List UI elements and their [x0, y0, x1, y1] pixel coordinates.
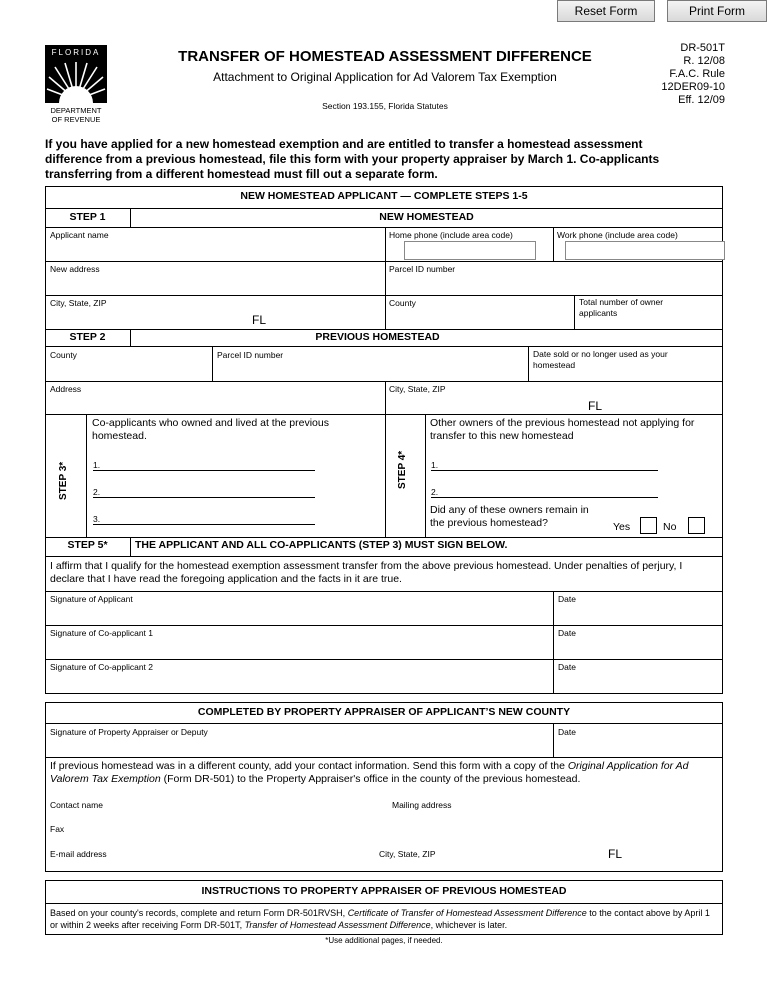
divider: [45, 414, 723, 415]
divider: [45, 903, 723, 904]
owners-remain-question: Did any of these owners remain in the previous homestead?: [430, 504, 589, 529]
coapplicant-line-2[interactable]: 2.: [93, 487, 315, 498]
divider: [45, 381, 723, 382]
divider: [45, 537, 723, 538]
work-phone-label: Work phone (include area code): [557, 230, 678, 240]
date-sold-label: Date sold or no longer used as your homestead: [533, 349, 668, 370]
divider: [528, 346, 529, 381]
sunburst-logo-icon: [45, 45, 107, 125]
divider: [86, 414, 87, 537]
print-form-button[interactable]: Print Form: [667, 0, 767, 22]
form-subtitle: Attachment to Original Application for Ad Valorem Tax Exemption: [213, 70, 557, 84]
divider: [574, 295, 575, 329]
divider: [45, 346, 723, 347]
effective-date: Eff. 12/09: [678, 94, 725, 106]
divider: [45, 295, 723, 296]
new-address-label: New address: [50, 264, 100, 274]
step2-title: PREVIOUS HOMESTEAD: [315, 331, 440, 343]
form-title: TRANSFER OF HOMESTEAD ASSESSMENT DIFFERENCE: [178, 48, 592, 65]
parcel-id-label: Parcel ID number: [389, 264, 456, 274]
footnote: *Use additional pages, if needed.: [325, 936, 443, 945]
total-owners-label: Total number of owner applicants: [579, 297, 664, 318]
instructions-part2: to the contact above by April 1 or within 2 weeks after receiving Form DR-501T,: [50, 908, 710, 930]
divider: [45, 591, 723, 592]
other-owner-line-1[interactable]: 1.: [431, 460, 658, 471]
appraiser-state-fl-value: FL: [608, 847, 623, 861]
form-revision: R. 12/08: [683, 55, 725, 67]
divider: [385, 227, 386, 329]
email-label: E-mail address: [50, 849, 107, 859]
appraiser-city-label: City, State, ZIP: [379, 849, 436, 859]
form-number: DR-501T: [680, 42, 725, 54]
divider: [425, 414, 426, 537]
prev-parcel-label: Parcel ID number: [217, 350, 284, 360]
instructions-italic2: Transfer of Homestead Assessment Difference: [244, 920, 431, 930]
date-label: Date: [558, 662, 576, 672]
mailing-address-label: Mailing address: [392, 800, 452, 810]
step3-label: STEP 3*: [58, 461, 69, 500]
step5-label: STEP 5*: [67, 539, 108, 551]
form-id-block: [635, 42, 725, 107]
divider: [45, 625, 723, 626]
florida-dor-logo: [45, 45, 107, 125]
applicant-section-title: NEW HOMESTEAD APPLICANT — COMPLETE STEPS 1-5: [240, 190, 528, 202]
no-checkbox[interactable]: [688, 517, 705, 534]
yes-label: Yes: [613, 521, 631, 533]
affirmation-text: I affirm that I qualify for the homestead exemption assessment transfer from the above previous homestead. Under penalties of perjury, I declare that I have read the foregoing application and the facts in it are true.: [50, 560, 683, 585]
appraiser-signature-label: Signature of Property Appraiser or Deputy: [50, 727, 208, 737]
coapplicant-line-1[interactable]: 1.: [93, 460, 315, 471]
appraiser-instructions-part2: (Form DR-501) to the Property Appraiser's office in the county of the previous homestead.: [160, 773, 581, 785]
step2-label: STEP 2: [69, 331, 106, 343]
signature-coapplicant2-label: Signature of Co-applicant 2: [50, 662, 154, 672]
yes-checkbox[interactable]: [640, 517, 657, 534]
divider: [45, 208, 723, 209]
logo-bottom-text-2: OF REVENUE: [51, 115, 101, 124]
step3-description: Co-applicants who owned and lived at the previous homestead.: [92, 417, 329, 442]
logo-bottom-text-1: DEPARTMENT: [50, 106, 102, 115]
prev-county-label: County: [50, 350, 77, 360]
divider: [45, 723, 723, 724]
divider: [45, 329, 723, 330]
statute-reference: Section 193.155, Florida Statutes: [322, 101, 448, 111]
fax-label: Fax: [50, 824, 65, 834]
divider: [130, 537, 131, 556]
intro-instructions: If you have applied for a new homestead exemption and are entitled to transfer a homestead assessment difference from a previous homestead, file this form with your property appraiser by March 1. Co-applicants transferring from a different homestead must fill out a separate form.: [45, 137, 660, 181]
contact-name-label: Contact name: [50, 800, 103, 810]
divider: [553, 723, 554, 757]
prev-city-label: City, State, ZIP: [389, 384, 446, 394]
state-fl-value: FL: [252, 313, 267, 327]
no-label: No: [663, 521, 677, 533]
signature-applicant-label: Signature of Applicant: [50, 594, 133, 604]
coapplicant-line-3[interactable]: 3.: [93, 514, 315, 525]
appraiser-instructions-italic: Original Application for Ad Valorem Tax Exemption: [50, 760, 689, 785]
instructions-text: [50, 907, 720, 931]
step1-label: STEP 1: [69, 211, 106, 223]
city-state-zip-label: City, State, ZIP: [50, 298, 107, 308]
date-label: Date: [558, 727, 576, 737]
logo-top-text: FLORIDA: [51, 48, 101, 57]
appraiser-instructions: [50, 760, 718, 786]
instructions-part3: , whichever is later.: [430, 920, 508, 930]
divider: [45, 659, 723, 660]
step4-description: Other owners of the previous homestead not applying for transfer to this new homestead: [430, 417, 695, 442]
home-phone-label: Home phone (include area code): [389, 230, 513, 240]
divider: [45, 556, 723, 557]
fac-rule-number: 12DER09-10: [661, 81, 725, 93]
instructions-part1: Based on your county's records, complete and return Form DR-501RVSH,: [50, 908, 348, 918]
other-owner-line-2[interactable]: 2.: [431, 487, 658, 498]
appraiser-section-title: COMPLETED BY PROPERTY APPRAISER OF APPLICANT’S NEW COUNTY: [197, 706, 571, 718]
step5-title: THE APPLICANT AND ALL CO-APPLICANTS (STEP 3) MUST SIGN BELOW.: [135, 539, 508, 551]
divider: [385, 381, 386, 537]
divider: [212, 346, 213, 381]
prev-state-fl-value: FL: [588, 399, 603, 413]
instructions-italic1: Certificate of Transfer of Homestead Assessment Difference: [347, 908, 587, 918]
date-label: Date: [558, 594, 576, 604]
home-phone-input[interactable]: [404, 241, 536, 260]
date-label: Date: [558, 628, 576, 638]
reset-form-button[interactable]: Reset Form: [557, 0, 655, 22]
work-phone-input[interactable]: [565, 241, 725, 260]
appraiser-instructions-part1: If previous homestead was in a different county, add your contact information. Send this form with a copy of the: [50, 760, 568, 772]
divider: [553, 591, 554, 694]
fac-rule-label: F.A.C. Rule: [669, 68, 725, 80]
applicant-name-label: Applicant name: [50, 230, 109, 240]
county-label: County: [389, 298, 416, 308]
prev-address-label: Address: [50, 384, 82, 394]
divider: [45, 261, 723, 262]
step4-label: STEP 4*: [397, 450, 408, 489]
divider: [45, 757, 723, 758]
instructions-section-title: INSTRUCTIONS TO PROPERTY APPRAISER OF PREVIOUS HOMESTEAD: [201, 885, 567, 897]
signature-coapplicant1-label: Signature of Co-applicant 1: [50, 628, 154, 638]
divider: [553, 227, 554, 261]
step1-title: NEW HOMESTEAD: [379, 211, 474, 223]
divider: [45, 227, 723, 228]
